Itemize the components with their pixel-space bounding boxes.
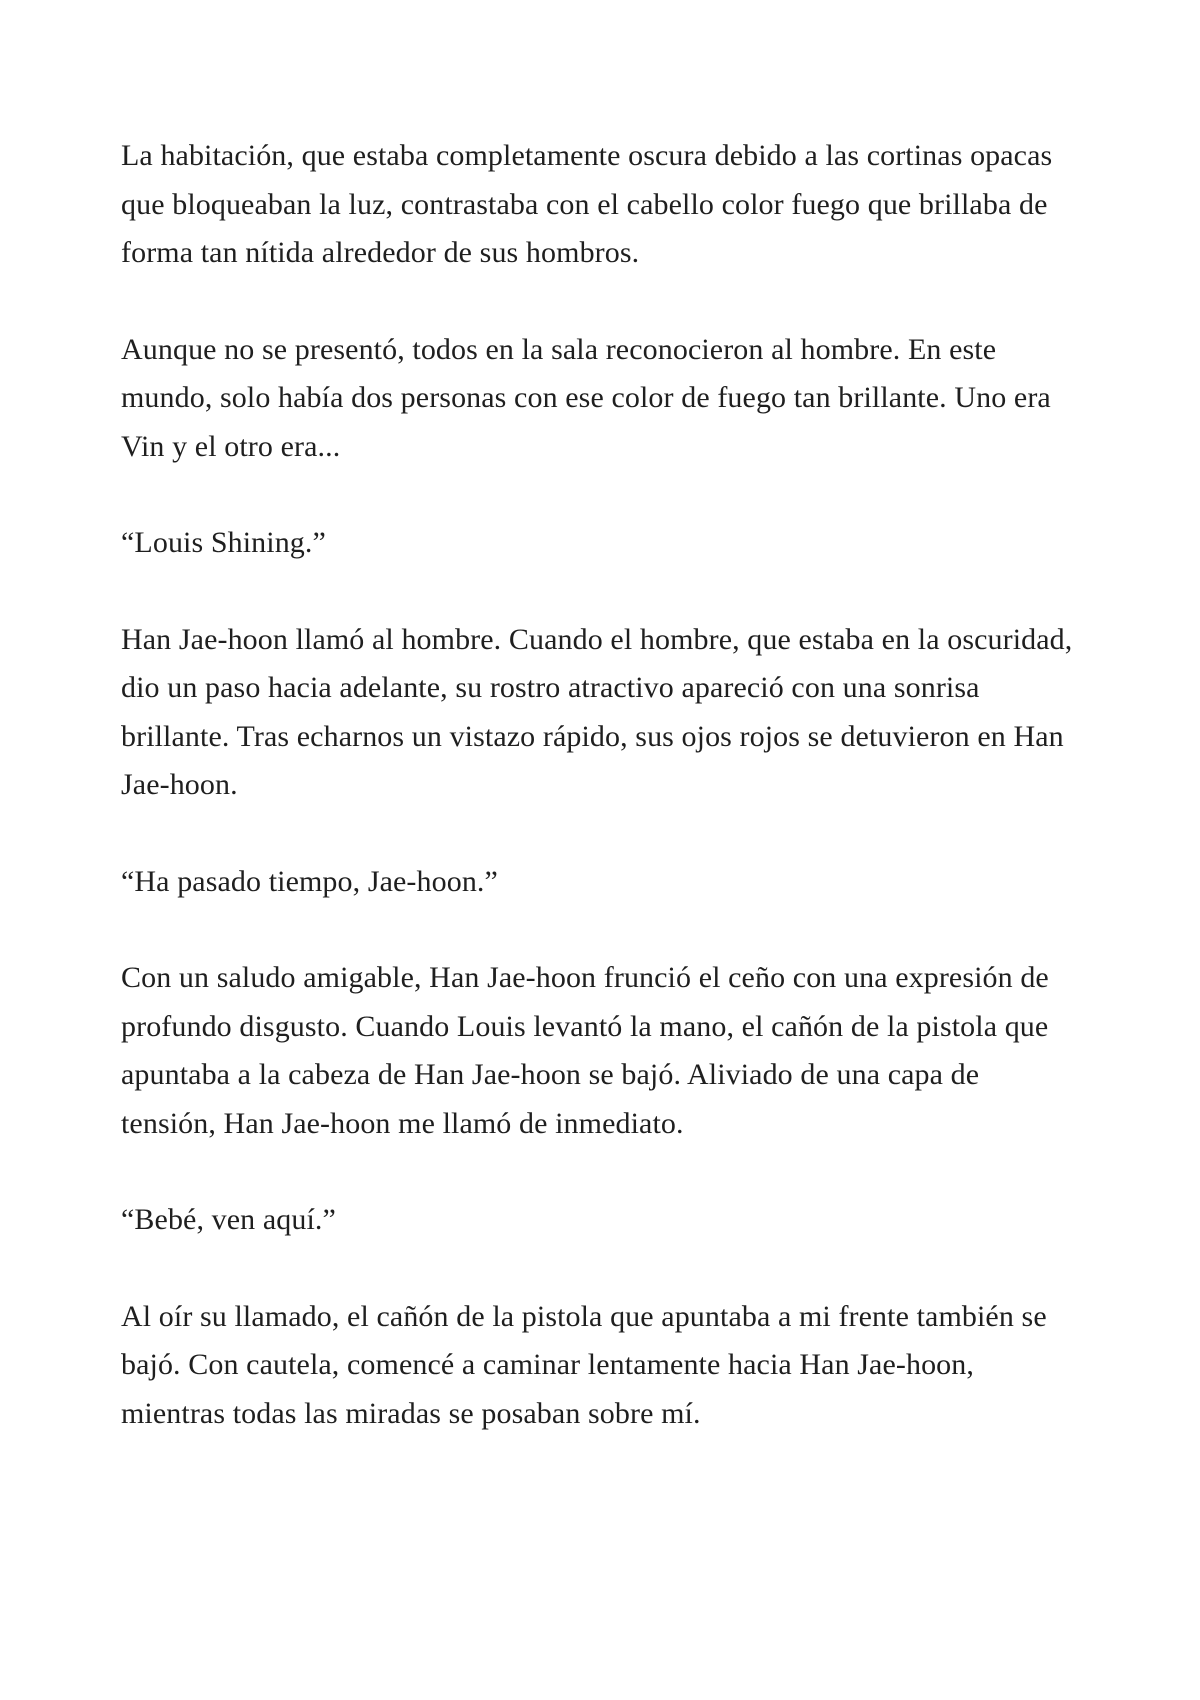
document-body	[121, 132, 1081, 1486]
paragraph-8: Al oír su llamado, el cañón de la pistola que apuntaba a mi frente también se bajó. Con cautela, comencé a caminar lentamente hacia Han Jae-hoon, mientras todas las miradas se posaban sobre mí.	[121, 1299, 1047, 1430]
paragraph-3-dialogue: “Louis Shining.”	[121, 526, 326, 559]
paragraph-4: Han Jae-hoon llamó al hombre. Cuando el hombre, que estaba en la oscuridad, dio un paso hacia adelante, su rostro atractivo apareció con una sonrisa brillante. Tras echarnos un vistazo rápido, sus ojos rojos se detuvieron en Han Jae-hoon.	[121, 622, 1073, 801]
paragraph-7-dialogue: “Bebé, ven aquí.”	[121, 1203, 336, 1236]
paragraph-2: Aunque no se presentó, todos en la sala reconocieron al hombre. En este mundo, solo había dos personas con ese color de fuego tan brillante. Uno era Vin y el otro era...	[121, 332, 1051, 463]
paragraph-6: Con un saludo amigable, Han Jae-hoon frunció el ceño con una expresión de profundo disgusto. Cuando Louis levantó la mano, el cañón de la pistola que apuntaba a la cabeza de Han Jae-hoon se bajó. Aliviado de una capa de tensión, Han Jae-hoon me llamó de inmediato.	[121, 961, 1049, 1140]
paragraph-1: La habitación, que estaba completamente oscura debido a las cortinas opacas que bloqueaban la luz, contrastaba con el cabello color fuego que brillaba de forma tan nítida alrededor de sus hombros.	[121, 139, 1053, 269]
paragraph-5-dialogue: “Ha pasado tiempo, Jae-hoon.”	[121, 864, 498, 898]
